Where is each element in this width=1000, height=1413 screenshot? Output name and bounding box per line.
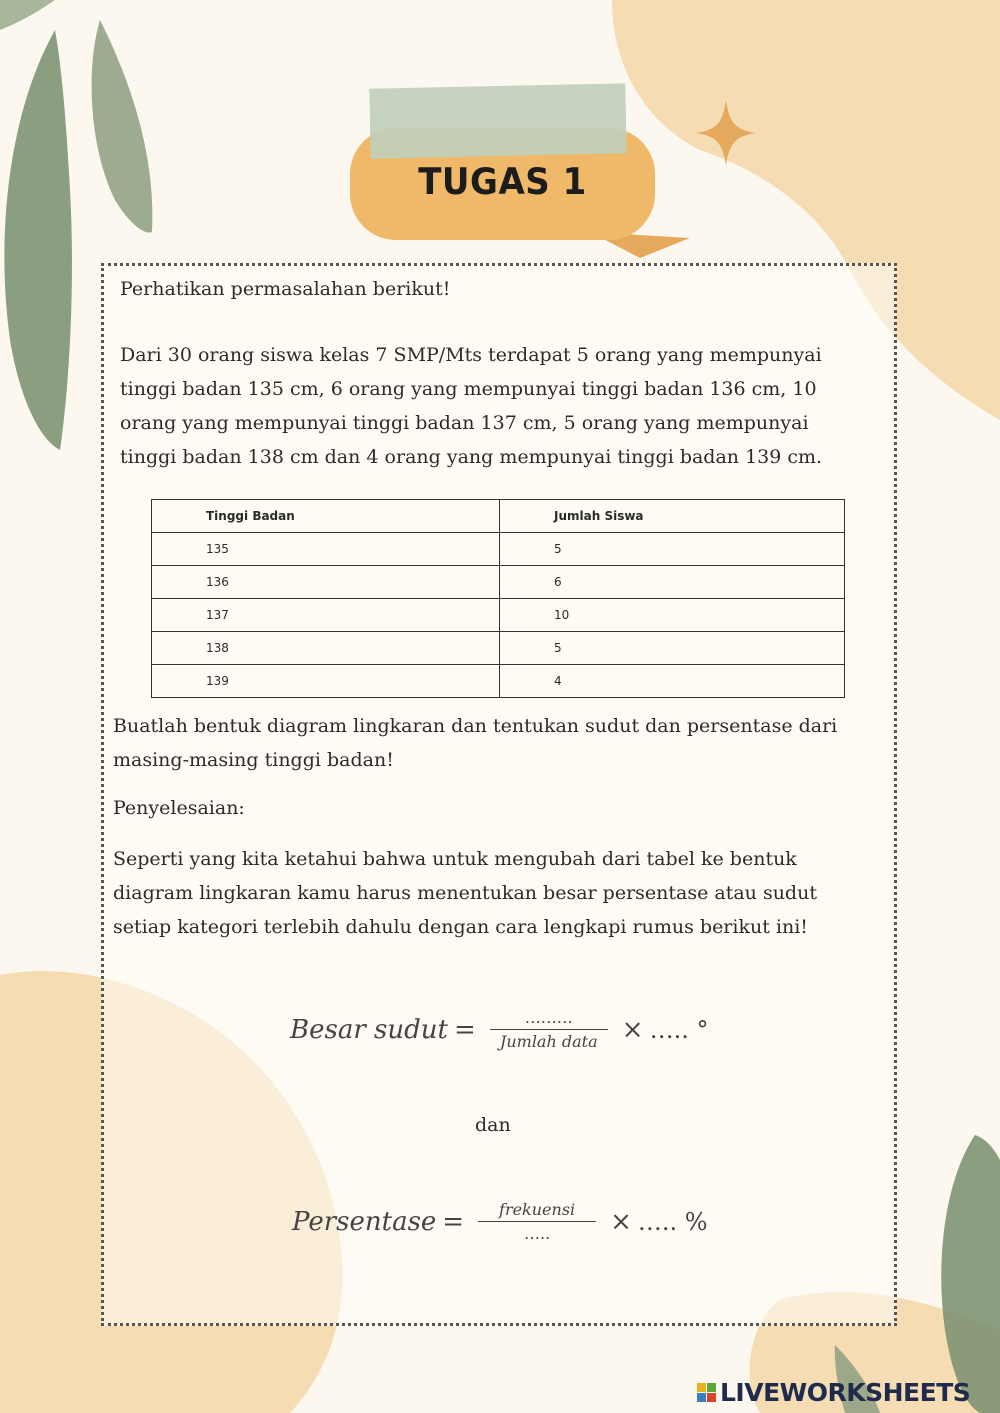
table-row: [152, 566, 845, 599]
formula1-numerator-blank[interactable]: ………: [490, 1008, 608, 1030]
formula1-times: ×: [621, 1014, 644, 1045]
cell-height: 139: [152, 665, 500, 698]
table-row: [152, 599, 845, 632]
cell-count: 5: [500, 632, 845, 665]
cell-height: 135: [152, 533, 500, 566]
task-line: Buatlah bentuk diagram lingkaran dan tentukan sudut dan persentase dari: [113, 715, 838, 737]
formula2-percent-blank[interactable]: ….. %: [637, 1207, 708, 1236]
penyelesaian-heading: Penyelesaian:: [113, 797, 245, 819]
leaf-left-large: [4, 30, 72, 450]
leaf-left-small: [92, 20, 153, 233]
explanation-line: setiap kategori terlebih dahulu dengan cara lengkapi rumus berikut ini!: [113, 916, 808, 938]
table-row: [152, 632, 845, 665]
formula2-fraction: [478, 1200, 596, 1243]
height-frequency-table: [151, 499, 845, 698]
explanation-line: diagram lingkaran kamu harus menentukan besar persentase atau sudut: [113, 882, 817, 904]
cell-count: 10: [500, 599, 845, 632]
formula2-lhs: Persentase: [292, 1206, 437, 1237]
header-tinggi-badan: Tinggi Badan: [152, 500, 500, 533]
task-instruction: [113, 709, 888, 777]
problem-line: tinggi badan 138 cm dan 4 orang yang mempunyai tinggi badan 139 cm.: [120, 446, 823, 468]
table-row: [152, 665, 845, 698]
washi-tape: [369, 83, 626, 158]
cell-count: 6: [500, 566, 845, 599]
header-jumlah-siswa: Jumlah Siswa: [500, 500, 845, 533]
formula1-lhs: Besar sudut: [290, 1014, 448, 1045]
watermark-text: LIVEWORKSHEETS: [720, 1378, 971, 1407]
formula1-denominator: Jumlah data: [499, 1032, 598, 1051]
problem-line: tinggi badan 135 cm, 6 orang yang mempunyai tinggi badan 136 cm, 10: [120, 378, 817, 400]
formula2-times: ×: [610, 1206, 632, 1237]
page-title: TUGAS 1: [418, 160, 587, 204]
formula2-numerator: frekuensi: [478, 1200, 596, 1222]
formula1-degree-blank[interactable]: ….. °: [649, 1015, 709, 1044]
formula1-fraction: [490, 1008, 608, 1051]
connector-dan: dan: [475, 1114, 511, 1136]
problem-line: orang yang mempunyai tinggi badan 137 cm, 5 orang yang mempunyai: [120, 412, 809, 434]
task-line: masing-masing tinggi badan!: [113, 749, 394, 771]
cell-height: 136: [152, 566, 500, 599]
liveworksheets-watermark: [697, 1378, 970, 1407]
explanation-text: [113, 842, 883, 944]
cell-height: 137: [152, 599, 500, 632]
table-header-row: [152, 500, 845, 533]
cell-count: 5: [500, 533, 845, 566]
formula2-equals: =: [442, 1206, 465, 1237]
leaf-left-tip: [0, 0, 55, 30]
formula-persentase: [292, 1200, 708, 1243]
liveworksheets-logo-icon: [697, 1383, 716, 1402]
formula1-equals: =: [453, 1014, 476, 1045]
intro-text: Perhatikan permasalahan berikut!: [120, 278, 451, 300]
problem-line: Dari 30 orang siswa kelas 7 SMP/Mts terdapat 5 orang yang mempunyai: [120, 344, 822, 366]
formula-besar-sudut: [290, 1008, 708, 1051]
cell-count: 4: [500, 665, 845, 698]
table-row: [152, 533, 845, 566]
explanation-line: Seperti yang kita ketahui bahwa untuk mengubah dari tabel ke bentuk: [113, 848, 797, 870]
cell-height: 138: [152, 632, 500, 665]
problem-statement: [120, 338, 880, 474]
formula2-denominator-blank[interactable]: …..: [524, 1224, 551, 1243]
